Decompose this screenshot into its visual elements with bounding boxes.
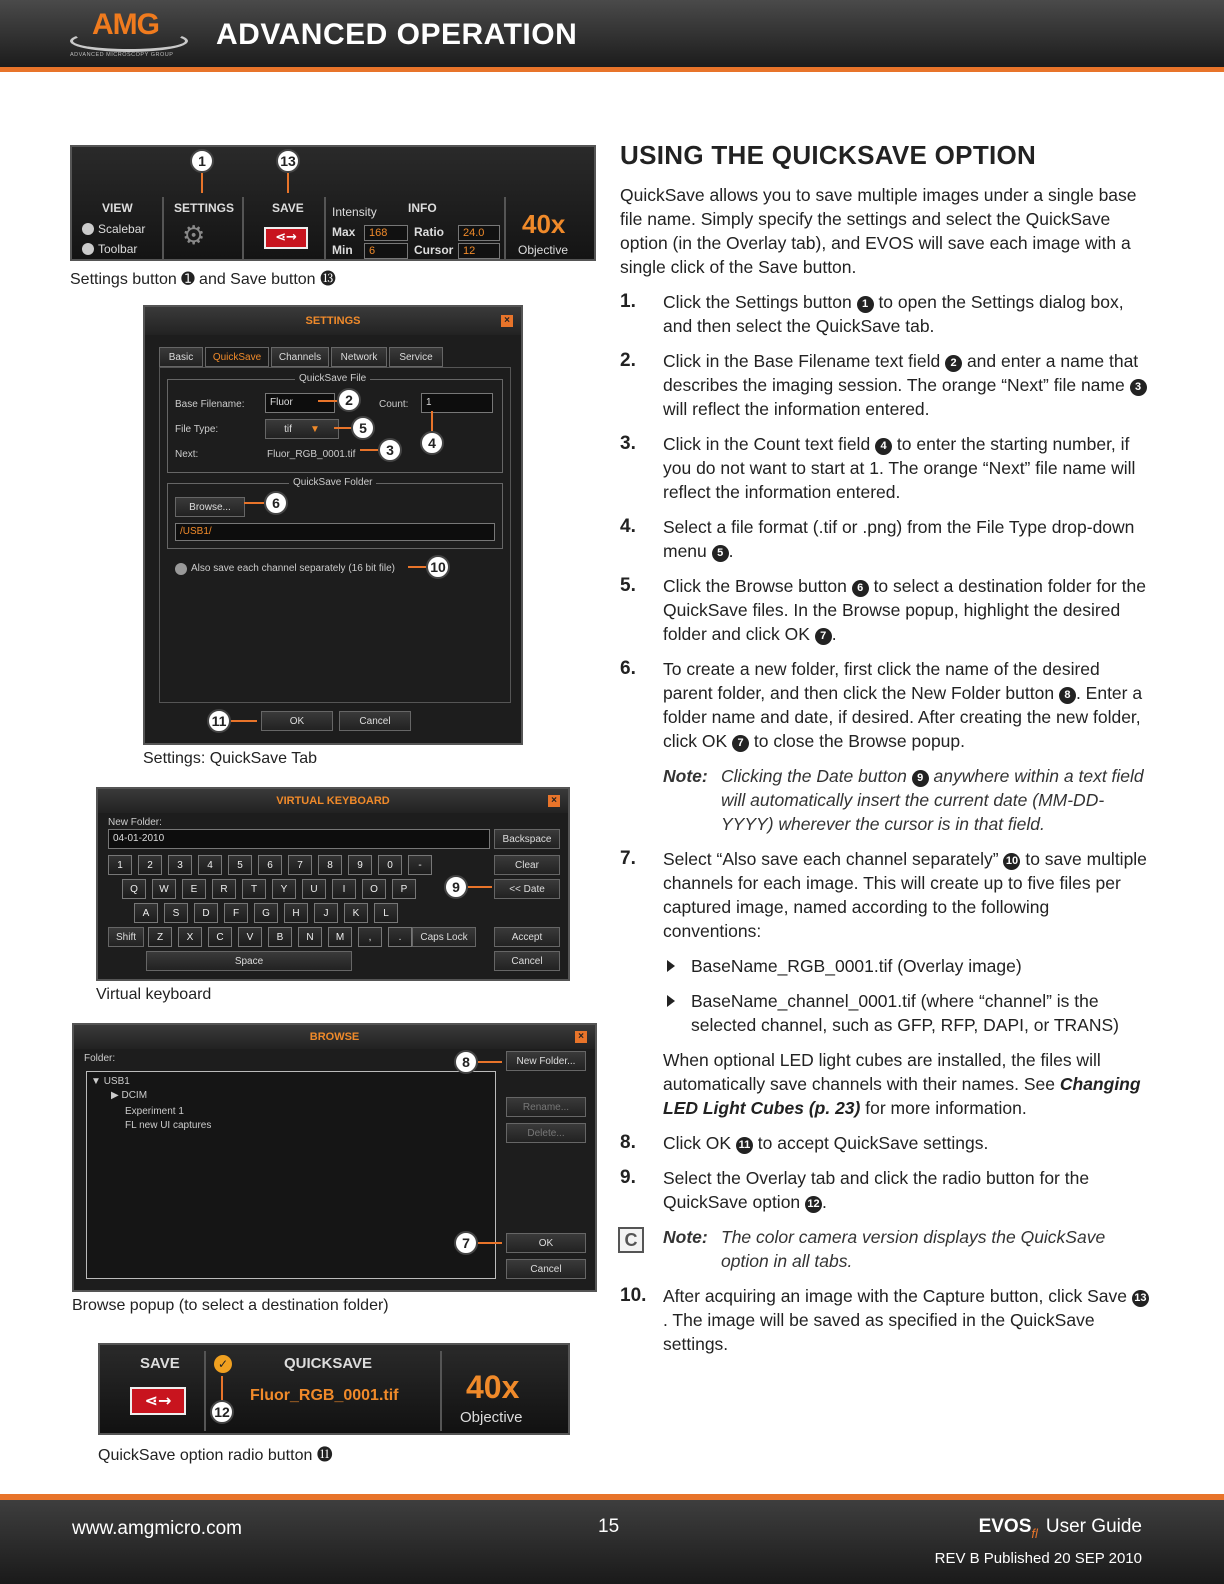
key[interactable]: P [392,879,416,899]
callout-ref: 6 [852,580,869,597]
callout-ref: 9 [912,770,929,787]
intro-paragraph: QuickSave allows you to save multiple images under a single base file name. Simply specify the settings and select the QuickSave option (in the Overlay tab), and EVOS will save each image with a single click of the Save button. [620,185,1137,277]
quicksave-toolbar-screenshot [98,1343,570,1435]
caps-lock-key[interactable]: Caps Lock [412,927,476,947]
date-button[interactable]: << Date [494,879,560,899]
callout-arrow [244,502,264,504]
bullet-item [620,954,1150,978]
chevron-down-icon: ▼ [309,423,320,435]
step-text: to open the Settings dialog box, and then select the QuickSave tab. [663,292,1124,336]
max-value: 168 [364,225,408,241]
note-label: Note: [663,766,708,786]
main-content [620,140,1150,1367]
step-text: Click the Settings button [663,292,857,312]
settings-dialog-screenshot [143,305,523,745]
key[interactable]: W [152,879,176,899]
accept-button[interactable]: Accept [494,927,560,947]
key[interactable]: U [302,879,326,899]
note-text: anywhere within a text field will automatically insert the current date (MM-DD-YYYY) wherever the cursor is in that field. [721,766,1144,834]
paragraph-text: for more information. [860,1098,1027,1118]
step-number: 8. [620,1132,636,1153]
key[interactable]: G [254,903,278,923]
cursor-label: Cursor [414,243,454,257]
step-text: After acquiring an image with the Capture button, click Save [663,1286,1132,1306]
figure-caption: QuickSave option radio button ⓫ [98,1447,333,1464]
view-label: VIEW [102,201,133,215]
count-field[interactable]: 1 [421,393,493,413]
toolbar-screenshot [70,145,596,261]
tab-service[interactable]: Service [389,347,443,367]
divider [440,1351,442,1431]
cancel-button[interactable]: Cancel [506,1259,586,1279]
section-heading: USING THE QUICKSAVE OPTION [620,140,1037,170]
page-number: 15 [598,1516,620,1537]
collapse-icon: ▶ [111,1090,122,1101]
delete-button[interactable]: Delete... [506,1123,586,1143]
tree-item-dcim[interactable] [111,1090,147,1101]
key[interactable]: T [242,879,266,899]
bullet-item [620,989,1150,1037]
key[interactable]: - [408,855,432,875]
note-color-camera [620,1225,1150,1273]
paragraph-text: When optional LED light cubes are installed, the files will automatically save channels with their names. See [663,1050,1101,1094]
step-number: 10. [620,1285,647,1306]
step-text: . The image will be saved as specified in the QuickSave settings. [663,1310,1095,1354]
close-icon[interactable]: × [548,795,560,807]
callout-arrow [334,427,352,429]
settings-label: SETTINGS [174,201,235,215]
triangle-bullet-icon [667,995,675,1007]
figure-caption: Settings button ➊ and Save button ⓭ [70,271,337,288]
callout-8: 8 [454,1050,478,1074]
file-type-dropdown[interactable] [265,419,339,439]
browse-popup-screenshot [72,1023,597,1292]
magnification: 40x [466,1369,520,1405]
callout-5: 5 [351,416,375,440]
divider [162,197,164,259]
callout-ref: 2 [945,355,962,372]
callout-arrow [468,886,492,888]
group-label: QuickSave Folder [289,477,376,488]
file-type-value: tif [284,423,292,435]
note-label: Note: [663,1227,708,1247]
callout-arrow [287,173,289,193]
callout-13: 13 [276,149,300,173]
page-header [0,0,1224,72]
key[interactable]: B [268,927,292,947]
key[interactable]: M [328,927,352,947]
step-text: to select a destination folder for the QuickSave files. In the Browse popup, highlight the desired folder and click OK [663,576,1146,644]
step-number: 1. [620,291,636,312]
callout-ref: 4 [875,438,892,455]
callout-ref: 10 [1003,853,1020,870]
scalebar-label: Scalebar [98,222,146,236]
radio-icon[interactable] [175,563,187,575]
step-text: To create a new folder, first click the name of the desired parent folder, and then click the New Folder button [663,659,1100,703]
callout-6: 6 [264,491,288,515]
cancel-button[interactable]: Cancel [339,711,411,731]
callout-3: 3 [378,438,402,462]
objective-label: Objective [518,243,569,257]
product-name: EVOS [978,1516,1032,1537]
tree-item-label: DCIM [121,1090,148,1101]
toolbar-label: Toolbar [98,242,138,256]
step-4 [620,515,1150,563]
callout-arrow [360,449,378,451]
tree-item-experiment[interactable]: Experiment 1 [125,1106,184,1117]
bullet-text: BaseName_channel_0001.tif (where “channel” is the selected channel, such as GFP, RFP, DAPI, or TRANS) [691,991,1119,1035]
key[interactable]: D [194,903,218,923]
usb-save-icon[interactable]: ⋖→ [130,1387,186,1415]
step-text: . Enter a folder name and date, if desired. After creating the new folder, click OK [663,683,1143,751]
cross-reference-link[interactable]: Changing LED Light Cubes (p. 23) [663,1074,1141,1118]
divider [242,197,244,259]
dialog-title: VIRTUAL KEYBOARD [98,789,568,813]
dialog-title: SETTINGS [145,307,521,335]
callout-ref: 11 [736,1137,753,1154]
key[interactable]: . [388,927,412,947]
objective-label: Objective [460,1409,523,1426]
expand-icon: ▼ [91,1076,104,1087]
callout-2: 2 [337,388,361,412]
step-text: . [728,541,734,561]
divider [504,197,506,259]
folder-tree[interactable] [86,1071,496,1279]
callout-ref: 12 [805,1196,822,1213]
key[interactable]: Z [148,927,172,947]
website-link[interactable]: www.amgmicro.com [72,1518,242,1539]
key[interactable]: L [374,903,398,923]
key[interactable]: S [164,903,188,923]
step-2 [620,349,1150,421]
max-label: Max [332,225,356,239]
amg-logo [70,8,190,62]
callout-arrow [478,1061,502,1063]
key[interactable]: V [238,927,262,947]
key[interactable]: A [134,903,158,923]
step-9 [620,1166,1150,1214]
next-filename: Fluor_RGB_0001.tif [267,449,356,460]
ratio-value: 24.0 [458,225,500,241]
callout-arrow [408,566,426,568]
step-text: to accept QuickSave settings. [752,1133,989,1153]
callout-10: 10 [426,555,450,579]
step-text: Click in the Base Filename text field [663,351,946,371]
browse-button[interactable]: Browse... [175,497,245,517]
close-icon[interactable]: × [501,315,513,327]
step-text: and enter a name that describes the imaging session. The orange “Next” file name [663,351,1139,395]
gear-icon[interactable]: ⚙ [182,221,206,251]
bullet-text: BaseName_RGB_0001.tif (Overlay image) [691,956,1022,976]
new-folder-field[interactable]: 04-01-2010 [108,829,490,849]
tree-item-captures[interactable]: FL new UI captures [125,1120,212,1131]
shift-key[interactable]: Shift [108,927,144,947]
callout-12: 12 [210,1400,234,1424]
step-text: to save multiple channels for each image. This will create up to five files per captured image, named according to the following conventions: [663,849,1147,941]
step-number: 5. [620,575,636,596]
key[interactable]: K [344,903,368,923]
close-icon[interactable]: × [575,1031,587,1043]
callout-ref: 3 [1130,379,1147,396]
min-label: Min [332,243,353,257]
key[interactable]: 6 [258,855,282,875]
backspace-button[interactable]: Backspace [494,829,560,849]
base-filename-field[interactable]: Fluor [265,393,335,413]
key[interactable]: J [314,903,338,923]
check-radio-icon[interactable]: ✓ [214,1355,232,1373]
step-5 [620,574,1150,646]
callout-11: 11 [207,709,231,733]
callout-ref: 8 [1059,687,1076,704]
figure-caption: Settings: QuickSave Tab [143,750,318,767]
tree-item-label: USB1 [103,1076,130,1087]
callout-arrow [431,411,433,431]
guide-label: User Guide [1045,1516,1142,1537]
usb-save-icon[interactable]: ⋖→ [264,227,308,249]
tab-network[interactable]: Network [331,347,387,367]
step-3 [620,432,1150,504]
section-title: ADVANCED OPERATION [216,18,578,51]
key[interactable]: 8 [318,855,342,875]
base-filename-label: Base Filename: [175,399,245,410]
quicksave-label: QUICKSAVE [284,1355,373,1372]
new-folder-button[interactable]: New Folder... [506,1051,586,1071]
figure-caption: Virtual keyboard [96,986,212,1003]
revision-text: REV B Published 20 SEP 2010 [934,1550,1142,1567]
cancel-button[interactable]: Cancel [494,951,560,971]
key[interactable]: Y [272,879,296,899]
space-key[interactable]: Space [146,951,352,971]
key[interactable]: 2 [138,855,162,875]
step-number: 7. [620,848,636,869]
dialog-title: BROWSE [74,1025,595,1049]
step-number: 3. [620,433,636,454]
tree-item-usb1[interactable] [91,1076,130,1087]
group-label: QuickSave File [295,373,370,384]
key[interactable]: H [284,903,308,923]
save-channels-separately-option[interactable]: Also save each channel separately (16 bit file) [191,563,396,574]
step-number: 4. [620,516,636,537]
step-text: will reflect the information entered. [663,399,930,419]
cursor-value: 12 [458,243,500,259]
note-text: Clicking the Date button [721,766,912,786]
callout-ref: 13 [1132,1290,1149,1307]
callout-arrow [201,173,203,193]
callout-arrow [221,1376,223,1400]
logo-word: AMG [92,8,159,41]
key[interactable]: N [298,927,322,947]
key[interactable]: 7 [288,855,312,875]
min-value: 6 [364,243,408,259]
key[interactable]: 9 [348,855,372,875]
triangle-bullet-icon [667,960,675,972]
ok-button[interactable]: OK [506,1233,586,1253]
led-paragraph [620,1048,1150,1120]
radio-icon [82,223,94,235]
folder-path-field: /USB1/ [175,523,495,541]
step-text: . [831,624,837,644]
key[interactable]: , [358,927,382,947]
virtual-keyboard-screenshot [96,787,570,981]
callout-4: 4 [420,431,444,455]
step-text: Select a file format (.tif or .png) from the File Type drop-down menu [663,517,1135,561]
key[interactable]: I [332,879,356,899]
count-label: Count: [379,399,409,410]
key[interactable]: 0 [378,855,402,875]
tab-channels[interactable]: Channels [271,347,329,367]
step-text: Click in the Count text field [663,434,876,454]
callout-arrow [231,720,257,722]
callout-ref: 7 [732,735,749,752]
new-folder-label: New Folder: [108,817,162,828]
logo-subtitle: ADVANCED MICROSCOPY GROUP [70,52,174,58]
step-text: . [822,1192,827,1212]
note-text: The color camera version displays the QuickSave option in all tabs. [721,1227,1106,1271]
callout-7: 7 [454,1231,478,1255]
key[interactable]: F [224,903,248,923]
step-number: 6. [620,658,636,679]
magnification: 40x [522,209,566,239]
step-number: 2. [620,350,636,371]
step-text: Click the Browse button [663,576,852,596]
ok-button[interactable]: OK [261,711,333,731]
color-camera-icon: C [618,1227,644,1253]
callout-ref: 7 [815,628,832,645]
quicksave-filename: Fluor_RGB_0001.tif [250,1387,399,1404]
callout-1: 1 [190,149,214,173]
step-6 [620,657,1150,753]
step-text: Select “Also save each channel separately” [663,849,1004,869]
callout-arrow [318,400,338,402]
info-label: INFO [408,201,437,215]
guide-title [978,1516,1142,1541]
file-type-label: File Type: [175,424,219,435]
tab-quicksave[interactable]: QuickSave [205,347,269,367]
step-text: Select the Overlay tab and click the radio button for the QuickSave option [663,1168,1090,1212]
step-7 [620,847,1150,943]
intensity-label: Intensity [332,205,377,219]
key[interactable]: E [182,879,206,899]
radio-icon [82,243,94,255]
callout-arrow [478,1242,502,1244]
key[interactable]: X [178,927,202,947]
step-text: to close the Browse popup. [749,731,966,751]
callout-9: 9 [444,875,468,899]
divider [324,197,326,259]
page-footer [0,1494,1224,1584]
step-8 [620,1131,1150,1155]
key[interactable]: O [362,879,386,899]
folder-label: Folder: [84,1053,116,1064]
save-label: SAVE [140,1355,180,1372]
note-date-button [620,764,1150,836]
tab-basic[interactable]: Basic [159,347,203,367]
step-number: 9. [620,1167,636,1188]
key[interactable]: 1 [108,855,132,875]
ratio-label: Ratio [414,225,444,239]
step-text: Click OK [663,1133,736,1153]
clear-button[interactable]: Clear [494,855,560,875]
save-label: SAVE [272,201,304,215]
callout-ref: 1 [857,296,874,313]
callout-ref: 5 [712,545,729,562]
rename-button[interactable]: Rename... [506,1097,586,1117]
next-label: Next: [175,449,199,460]
step-10 [620,1284,1150,1356]
step-text: to enter the starting number, if you do not want to start at 1. The orange “Next” file name will reflect the information entered. [663,434,1136,502]
divider [204,1351,206,1431]
product-suffix: fl [1031,1526,1038,1541]
key[interactable]: 4 [198,855,222,875]
figure-caption: Browse popup (to select a destination folder) [72,1297,389,1314]
step-1 [620,290,1150,338]
key[interactable]: 3 [168,855,192,875]
key[interactable]: Q [122,879,146,899]
key[interactable]: C [208,927,232,947]
key[interactable]: 5 [228,855,252,875]
key[interactable]: R [212,879,236,899]
